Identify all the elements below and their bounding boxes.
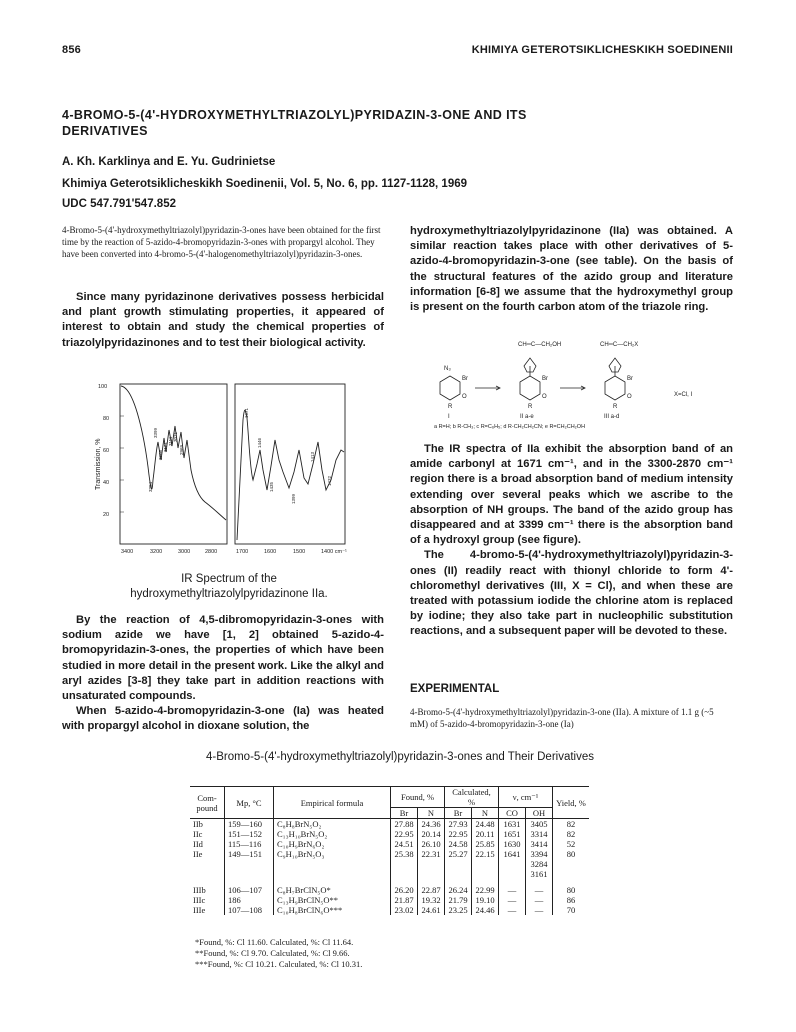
peak-label: 1432 <box>327 475 332 486</box>
table-cell: 3161 <box>526 869 553 879</box>
experimental-heading: EXPERIMENTAL <box>410 683 500 695</box>
table-body <box>190 819 589 916</box>
ir-spectrum-figure <box>95 380 365 560</box>
table-cell: 1630 <box>499 839 526 849</box>
col-header-yield: Yield, % <box>553 787 590 819</box>
table-cell: 24.46 <box>472 905 499 915</box>
paragraph: The IR spectra of IIa exhibit the absorption band of an amide carbonyl at 1671 cm⁻¹, and in the 3300-2870 cm⁻¹ region there is a broad absorption band of medium intensity extending over several peaks which we ascribe to the absorption of NH groups. The band of the azido group has disappeared and at 3399 cm⁻¹ there is the absorption band of a hydroxyl group (see figure). <box>410 443 733 547</box>
table-cell: 82 <box>566 829 576 839</box>
table-cell: — <box>526 879 553 895</box>
scheme-label: CH═C—CH₂X <box>600 342 639 348</box>
table-row <box>190 829 589 839</box>
table-cell: C₁₃H₉BrClN₅O** <box>274 895 391 905</box>
table-cell: C₈H₇BrClN₅O* <box>274 879 391 895</box>
intro-paragraph: Since many pyridazinone derivatives possess herbicidal and plant growth stimulating properties, it appeared of interest to obtain and study the chemical properties of triazolylpyridazinones and to test their biological activity. <box>62 291 384 349</box>
table-cell: — <box>526 905 553 915</box>
table-cell <box>190 859 225 869</box>
y-axis-label: Transmission, % <box>95 438 102 490</box>
peak-label: 3161 <box>163 441 168 452</box>
table-cell: 151—152 <box>225 829 274 839</box>
paragraph: When 5-azido-4-bromopyridazin-3-one (Ia) was heated with propargyl alcohol in dioxane solution, the <box>62 705 384 733</box>
ytick: 40 <box>103 480 110 486</box>
table-cell: 25.85 <box>472 839 499 849</box>
table-cell: 19.10 <box>472 895 499 905</box>
col-header-found: Found, % <box>391 787 445 808</box>
table-cell: 3394 <box>526 849 553 859</box>
table-cell: 20.11 <box>472 829 499 839</box>
xtick: 2800 <box>205 549 218 555</box>
table-cell: 22.31 <box>418 849 445 859</box>
table-cell: 24.36 <box>418 819 445 830</box>
table-cell <box>499 859 526 869</box>
table-cell: 26.24 <box>445 879 472 895</box>
peak-label: 3111 <box>168 436 173 446</box>
scheme-label: R <box>528 404 533 410</box>
table-cell <box>225 859 274 869</box>
peak-label: 3284 <box>148 481 153 492</box>
col-header-formula: Empirical formula <box>274 787 391 819</box>
table-cell <box>445 869 472 879</box>
table-cell <box>391 859 418 869</box>
table-cell: 21.87 <box>391 895 418 905</box>
table-cell: 149—151 <box>225 849 274 859</box>
table-cell: 3284 <box>526 859 553 869</box>
paragraph: The 4-bromo-5-(4'-hydroxymethyltriazolyl)pyridazin-3-ones (II) readily react with thionyl chloride to form 4'-chloromethyl derivatives (III, X = Cl), and when these are treated with potassium iodide the chlorine atom is replaced by iodine; they also take part in nucleophilic substitution reactions, and a subsequent paper will be devoted to these. <box>410 549 733 638</box>
paragraph: By the reaction of 4,5-dibromopyridazin-3-ones with sodium azide we have [1, 2] obtained 5-azido-4-bromopyridazin-3-ones, the properties of which have been studied in more detail in the present work. Like the alkyl and aryl azides [3-8] they take part in addition reactions with unsaturated compounds. <box>62 614 384 703</box>
xtick: 3200 <box>150 549 163 555</box>
scheme-label: II a-e <box>520 414 534 420</box>
table-cell: C₁₀H₉BrN₆O₂ <box>274 839 391 849</box>
col-header-br: Br <box>445 808 472 819</box>
peak-label: 1435 <box>269 481 274 492</box>
table-cell: IIe <box>190 849 225 859</box>
table-cell: 22.95 <box>391 829 418 839</box>
table-cell: 21.79 <box>445 895 472 905</box>
scheme-label: O <box>542 394 547 400</box>
table-cell: — <box>499 905 526 915</box>
table-cell: 70 <box>566 905 576 915</box>
table-cell: 23.25 <box>445 905 472 915</box>
footnotes <box>195 937 362 970</box>
table-cell <box>190 869 225 879</box>
table-cell: 25.38 <box>391 849 418 859</box>
table-row <box>190 879 589 895</box>
xtick: 3400 <box>121 549 134 555</box>
table-cell: 52 <box>566 839 576 849</box>
reaction-scheme <box>420 338 740 438</box>
table-cell: — <box>499 879 526 895</box>
col-header-oh: OH <box>526 808 553 819</box>
scheme-label: CH═C—CH₂OH <box>518 342 562 348</box>
table-cell: 26.20 <box>391 879 418 895</box>
scheme-label: X=Cl, I <box>674 392 693 398</box>
table-cell <box>391 869 418 879</box>
footnote: ***Found, %: Cl 10.21. Calculated, %: Cl 10.31. <box>195 959 363 969</box>
table-cell: 86 <box>566 895 576 905</box>
table-cell: 22.87 <box>418 879 445 895</box>
peak-label: 3208 <box>158 449 163 460</box>
table-cell: 19.32 <box>418 895 445 905</box>
authors: A. Kh. Karklinya and E. Yu. Gudrinietse <box>62 156 276 168</box>
col-header-nu: ν, cm⁻¹ <box>499 787 553 808</box>
table-cell: 22.95 <box>445 829 472 839</box>
figure-caption: IR Spectrum of the hydroxymethyltriazolylpyridazinone IIa. <box>130 573 328 600</box>
footnote: **Found, %: Cl 9.70. Calculated, %: Cl 9.66. <box>195 948 350 958</box>
table-cell: 24.48 <box>472 819 499 830</box>
table-cell: C₁₃H₁₀BrN₅O₂ <box>274 829 391 839</box>
table-cell: 159—160 <box>225 819 274 830</box>
compound-table <box>190 786 589 915</box>
scheme-drawing <box>420 338 740 438</box>
scheme-label: N₃ <box>444 366 451 372</box>
peak-label: 1671 <box>244 407 249 418</box>
pyridazinone-ring-i <box>440 376 460 400</box>
peak-label: 1413 <box>310 451 315 462</box>
peak-label: 2969 <box>179 444 184 455</box>
pyridazinone-ring-ii <box>520 376 540 400</box>
table-row <box>190 849 589 859</box>
table-cell <box>418 859 445 869</box>
peak-label: 1446 <box>257 437 262 448</box>
scheme-label: I <box>448 414 450 420</box>
table-cell: IIIb <box>190 879 225 895</box>
udc-code: UDC 547.791'547.852 <box>62 198 176 210</box>
table-row <box>190 905 589 915</box>
table-cell <box>472 869 499 879</box>
col-header-n: N <box>472 808 499 819</box>
table-cell: 26.10 <box>418 839 445 849</box>
scheme-label: Br <box>542 376 548 382</box>
table-cell: IIIe <box>190 905 225 915</box>
table-cell: IId <box>190 839 225 849</box>
xtick: 1400 cm⁻¹ <box>321 549 347 555</box>
table-cell: 1641 <box>499 849 526 859</box>
table-cell: 27.93 <box>445 819 472 830</box>
table-cell <box>225 869 274 879</box>
col-header-co: CO <box>499 808 526 819</box>
introduction <box>62 290 384 351</box>
article-title: 4-BROMO-5-(4'-HYDROXYMETHYLTRIAZOLYL)PYRIDAZIN-3-ONE AND ITS DERIVATIVES <box>62 108 527 138</box>
table-cell: 80 <box>566 849 576 859</box>
table-cell: 3314 <box>526 829 553 839</box>
footnote: *Found, %: Cl 11.60. Calculated, %: Cl 11.64. <box>195 937 354 947</box>
ytick: 60 <box>103 448 110 454</box>
table-cell: IIb <box>190 819 225 830</box>
table-cell <box>553 859 590 869</box>
scheme-label: III a-d <box>604 414 620 420</box>
right-body-mid <box>410 442 733 640</box>
col-header-n: N <box>418 808 445 819</box>
table-cell: 24.58 <box>445 839 472 849</box>
spectrum-curve-right <box>237 410 344 540</box>
table-cell: C₉H₁₀BrN₅O₃ <box>274 849 391 859</box>
ir-spectrum-plot <box>95 380 365 560</box>
data-table <box>190 786 589 915</box>
table-cell: 27.88 <box>391 819 418 830</box>
table-row <box>190 869 589 879</box>
table-cell: 82 <box>566 819 576 829</box>
paragraph: hydroxymethyltriazolylpyridazinone (IIa) was obtained. A similar reaction takes place with other derivatives of 5-azido-4-bromopyridazin-3-one (see table). On the basis of the structural features of the azido group and literature information [6-8] we assume that the hydroxymethyl group is present on the fourth carbon atom of the triazole ring. <box>410 225 733 314</box>
page-number: 856 <box>62 44 81 56</box>
table-cell <box>445 859 472 869</box>
spectrum-curve-left <box>121 386 226 520</box>
table-cell: 1631 <box>499 819 526 830</box>
table-cell: 25.27 <box>445 849 472 859</box>
table-cell: 24.51 <box>391 839 418 849</box>
ytick: 100 <box>98 384 108 390</box>
table-cell: 23.02 <box>391 905 418 915</box>
table-row <box>190 859 589 869</box>
table-cell <box>274 859 391 869</box>
table-cell: IIc <box>190 829 225 839</box>
scheme-label: Br <box>627 376 633 382</box>
peak-label: 1399 <box>291 493 296 504</box>
scheme-label: R <box>448 404 453 410</box>
citation: Khimiya Geterotsiklicheskikh Soedinenii, Vol. 5, No. 6, pp. 1127-1128, 1969 <box>62 178 468 190</box>
table-cell: 106—107 <box>225 879 274 895</box>
table-cell <box>472 859 499 869</box>
table-row <box>190 839 589 849</box>
table-cell: 22.99 <box>472 879 499 895</box>
table-cell <box>274 869 391 879</box>
table-row <box>190 819 589 830</box>
scheme-label: Br <box>462 376 468 382</box>
xtick: 1600 <box>264 549 277 555</box>
scheme-label: R <box>613 404 618 410</box>
table-cell: 20.14 <box>418 829 445 839</box>
table-cell: 3405 <box>526 819 553 830</box>
table-cell: 24.61 <box>418 905 445 915</box>
abstract: 4-Bromo-5-(4'-hydroxymethyltriazolyl)pyridazin-3-ones have been obtained for the first time by the reaction of 5-azido-4-bromopyridazin-3-ones with propargyl alcohol. They have been converted into 4-bromo-5-(4'-halogenomethyltriazolyl)pyridazin-3-ones. <box>62 225 381 259</box>
right-body-top <box>410 224 733 315</box>
table-cell <box>499 869 526 879</box>
table-cell: 3414 <box>526 839 553 849</box>
col-header-br: Br <box>391 808 418 819</box>
plot-frame-right <box>235 384 345 544</box>
table-cell: 1651 <box>499 829 526 839</box>
table-cell: 22.15 <box>472 849 499 859</box>
xtick: 1700 <box>236 549 249 555</box>
xtick: 3000 <box>178 549 191 555</box>
left-body <box>62 613 384 735</box>
table-row <box>190 895 589 905</box>
table-cell <box>418 869 445 879</box>
table-cell <box>553 869 590 879</box>
ytick: 20 <box>103 512 110 518</box>
table-cell: 80 <box>566 885 576 895</box>
table-cell: — <box>526 895 553 905</box>
pyridazinone-ring-iii <box>605 376 625 400</box>
scheme-legend: a R=H; b R-CH₃; c R=C₆H₅; d R-CH₂CH₂CN; e R=CH₂CH₂OH <box>434 424 586 430</box>
experimental-text: 4-Bromo-5-(4'-hydroxymethyltriazolyl)pyridazin-3-one (IIa). A mixture of 1.1 g (~5 mM) of 5-azido-4-bromopyridazin-3-one (Ia) <box>410 707 714 729</box>
peak-label: 3399 <box>153 427 158 438</box>
peak-label: 3071 <box>173 431 178 442</box>
table-title: 4-Bromo-5-(4'-hydroxymethyltriazolyl)pyridazin-3-ones and Their Derivatives <box>205 751 594 763</box>
scheme-label: O <box>462 394 467 400</box>
scheme-label: O <box>627 394 632 400</box>
journal-name: KHIMIYA GETEROTSIKLICHESKIKH SOEDINENII <box>471 44 733 56</box>
table-cell: — <box>499 895 526 905</box>
table-cell: 115—116 <box>225 839 274 849</box>
col-header-compound: Com-pound <box>190 787 225 819</box>
ytick: 80 <box>103 416 110 422</box>
table-cell: C₈H₈BrN₅O₂ <box>274 819 391 830</box>
col-header-mp: Mp, °C <box>225 787 274 819</box>
table-cell: IIIc <box>190 895 225 905</box>
table-cell: C₁₀H₈BrClN₆O*** <box>274 905 391 915</box>
table-cell: 107—108 <box>225 905 274 915</box>
xtick: 1500 <box>293 549 306 555</box>
table-cell: 186 <box>225 895 274 905</box>
col-header-calculated: Calculated, % <box>445 787 499 808</box>
